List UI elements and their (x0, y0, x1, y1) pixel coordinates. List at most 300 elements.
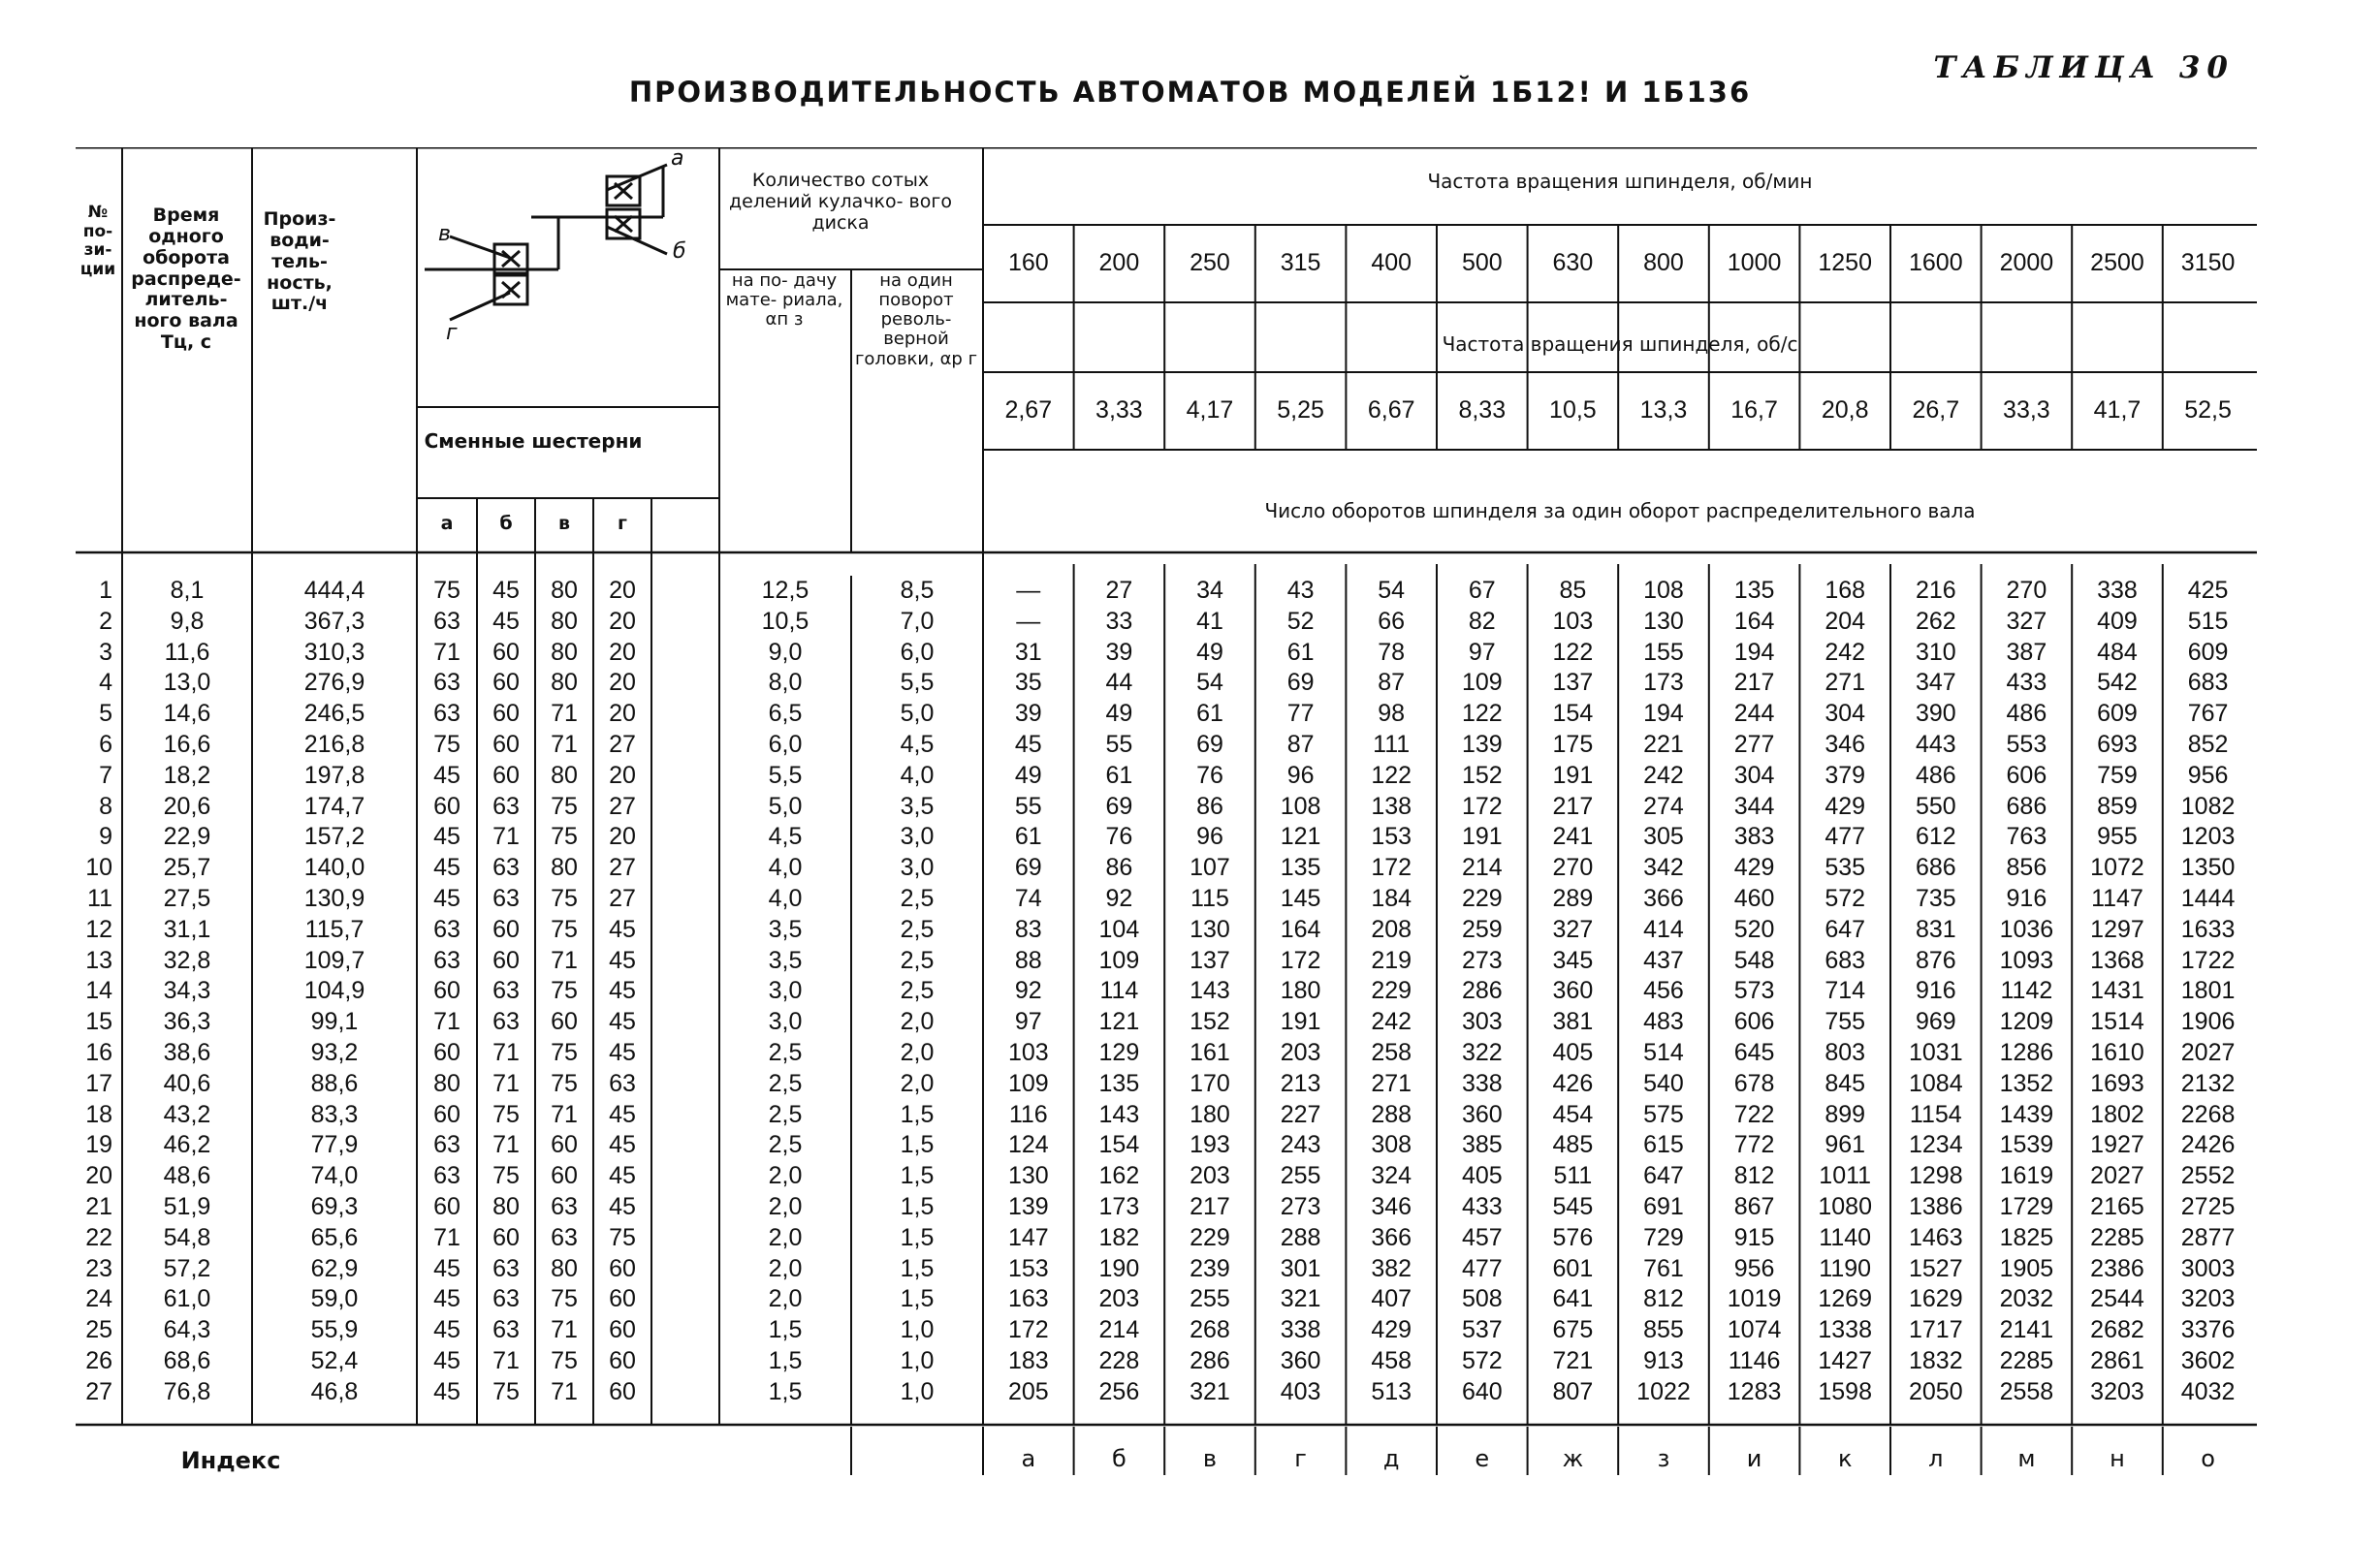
table-cell: 382 (1371, 1254, 1412, 1282)
rpm-value: 200 (1098, 249, 1140, 276)
table-cell: 321 (1280, 1285, 1321, 1313)
table-cell: 39 (1014, 700, 1042, 728)
table-cell: 83,3 (310, 1100, 359, 1128)
table-cell: 2032 (1999, 1285, 2054, 1313)
table-cell: 19 (85, 1131, 112, 1159)
table-cell: 60 (492, 638, 520, 666)
table-cell: 25 (85, 1316, 112, 1344)
table-cell: 60 (609, 1316, 636, 1344)
table-cell: 458 (1371, 1346, 1412, 1374)
table-cell: 45 (609, 1100, 636, 1128)
table-cell: 8,5 (900, 577, 935, 604)
table-cell: 812 (1733, 1162, 1775, 1190)
table-cell: 2,0 (768, 1285, 803, 1313)
table-cell: 1906 (2180, 1008, 2236, 1036)
table-cell: 80 (551, 577, 578, 604)
table-cell: 429 (1733, 854, 1775, 882)
table-cell: 310,3 (303, 638, 365, 666)
table-cell: 683 (2187, 669, 2229, 697)
table-cell: 520 (1733, 915, 1775, 943)
table-cell: 180 (1190, 1100, 1230, 1128)
table-cell: 20 (609, 638, 636, 666)
table-cell: 8 (99, 792, 112, 820)
table-cell: 27 (609, 884, 636, 912)
header-change-gears: Сменные шестерни (424, 429, 643, 453)
table-cell: 75 (551, 1285, 578, 1313)
diagram-label-b: б (673, 239, 686, 264)
table-cell: 217 (1552, 792, 1594, 820)
table-cell: 80 (492, 1192, 520, 1220)
table-cell: 3 (99, 638, 112, 666)
table-cell: 273 (1461, 946, 1503, 974)
table-cell: 172 (1007, 1316, 1049, 1344)
table-cell: 1,0 (900, 1377, 935, 1405)
table-cell: 66 (1378, 607, 1406, 635)
table-cell: 45 (609, 915, 636, 943)
table-cell: 8,1 (170, 577, 205, 604)
table-cell: 1463 (1908, 1223, 1963, 1251)
table-cell: 273 (1280, 1192, 1321, 1220)
table-cell: 242 (1643, 761, 1684, 789)
table-cell: 55 (1014, 792, 1042, 820)
table-cell: 2,5 (900, 977, 935, 1005)
table-cell: 35 (1014, 669, 1042, 697)
table-cell: 143 (1190, 977, 1230, 1005)
table-cell: 242 (1371, 1008, 1412, 1036)
table-cell: 414 (1643, 915, 1684, 943)
table-cell: 322 (1461, 1038, 1503, 1066)
column-speed-315 (1255, 576, 1347, 1408)
table-cell: 456 (1643, 977, 1684, 1005)
table-cell: 2725 (2180, 1192, 2236, 1220)
table-cell: 217 (1190, 1192, 1230, 1220)
table-cell: 87 (1286, 730, 1315, 758)
column-speed-250 (1164, 576, 1255, 1408)
table-cell: 10 (85, 854, 112, 882)
table-cell: 80 (433, 1069, 460, 1097)
table-cell: 184 (1371, 884, 1412, 912)
table-cell: 1,5 (900, 1285, 935, 1313)
table-cell: 1140 (1819, 1223, 1872, 1251)
table-cell: 647 (1643, 1162, 1684, 1190)
table-cell: 761 (1643, 1254, 1684, 1282)
table-cell: 54 (1378, 577, 1406, 604)
table-cell: 154 (1552, 700, 1594, 728)
table-cell: 2,0 (768, 1162, 803, 1190)
table-cell: 80 (551, 1254, 578, 1282)
table-cell: 18,2 (163, 761, 211, 789)
table-cell: 11,6 (164, 638, 210, 666)
table-cell: 24 (85, 1285, 112, 1313)
table-cell: 63 (433, 607, 460, 635)
column-gear-a (417, 576, 477, 1408)
column-speed-500 (1437, 576, 1528, 1408)
rps-value: 6,67 (1367, 396, 1415, 424)
table-cell: 129 (1098, 1038, 1140, 1066)
column-speed-2000 (1982, 576, 2073, 1408)
table-cell: 1142 (2000, 977, 2053, 1005)
table-cell: 191 (1461, 823, 1503, 851)
table-cell: 9 (99, 823, 112, 851)
column-speed-160 (983, 576, 1074, 1408)
index-letter: ж (1562, 1445, 1584, 1472)
table-cell: 515 (2187, 607, 2229, 635)
table-cell: 3,5 (900, 792, 935, 820)
table-cell: 1338 (1818, 1316, 1872, 1344)
table-cell: 2,5 (900, 915, 935, 943)
table-cell: 45 (433, 1285, 460, 1313)
table-cell: 45 (433, 823, 460, 851)
table-cell: 60 (609, 1254, 636, 1282)
table-cell: 271 (1371, 1069, 1412, 1097)
table-cell: 2 (99, 607, 112, 635)
column-feed-divisions (719, 576, 851, 1408)
table-cell: 52,4 (310, 1346, 359, 1374)
table-cell: 130 (1190, 915, 1230, 943)
table-cell: 27,5 (163, 884, 211, 912)
table-cell: 387 (2006, 638, 2047, 666)
table-cell: 956 (1733, 1254, 1775, 1282)
table-cell: 1350 (2180, 854, 2236, 882)
table-cell: 13 (85, 946, 112, 974)
rpm-value: 2000 (1999, 249, 2054, 276)
header-rps: Частота вращения шпинделя, об/с (1442, 332, 1798, 356)
table-cell: 241 (1552, 823, 1594, 851)
table-cell: 288 (1280, 1223, 1321, 1251)
table-cell: 60 (492, 761, 520, 789)
table-cell: 63 (609, 1069, 636, 1097)
table-cell: 2,0 (768, 1223, 803, 1251)
table-cell: 82 (1468, 607, 1496, 635)
table-cell: 405 (1461, 1162, 1503, 1190)
table-cell: 214 (1098, 1316, 1140, 1344)
table-cell: 548 (1733, 946, 1775, 974)
table-cell: 443 (1915, 730, 1956, 758)
table-cell: 76 (1196, 761, 1223, 789)
table-cell: 1080 (1818, 1192, 1872, 1220)
column-speed-3150 (2163, 576, 2254, 1408)
table-cell: 1,5 (768, 1346, 803, 1374)
table-cell: 182 (1098, 1223, 1140, 1251)
table-cell: 270 (1552, 854, 1594, 882)
index-letter: о (2201, 1445, 2215, 1472)
table-cell: 27 (1105, 577, 1133, 604)
table-cell: 77 (1286, 700, 1315, 728)
table-cell: 60 (492, 669, 520, 697)
table-cell: 161 (1190, 1038, 1230, 1066)
table-cell: 3,0 (900, 854, 935, 882)
table-cell: 855 (1643, 1316, 1684, 1344)
table-cell: 45 (609, 1008, 636, 1036)
table-cell: 407 (1371, 1285, 1412, 1313)
index-letter: в (1202, 1445, 1218, 1472)
table-cell: 721 (1552, 1346, 1594, 1374)
table-cell: — (1016, 607, 1041, 635)
table-cell: 170 (1190, 1069, 1230, 1097)
rpm-value: 630 (1552, 249, 1594, 276)
table-cell: 3203 (2090, 1377, 2144, 1405)
table-cell: 425 (2187, 577, 2229, 604)
table-cell: 3,0 (768, 977, 803, 1005)
table-cell: 108 (1280, 792, 1321, 820)
table-cell: 246,5 (303, 700, 365, 728)
table-cell: 20,6 (163, 792, 211, 820)
table-cell: 308 (1371, 1131, 1412, 1159)
column-speed-630 (1528, 576, 1619, 1408)
table-cell: 913 (1643, 1346, 1684, 1374)
table-cell: 1722 (2180, 946, 2236, 974)
table-cell: 338 (1461, 1069, 1503, 1097)
table-cell: 4,5 (900, 730, 935, 758)
table-cell: 191 (1280, 1008, 1321, 1036)
table-cell: 27 (609, 730, 636, 758)
table-cell: 486 (2006, 700, 2047, 728)
table-cell: 75 (551, 977, 578, 1005)
table-cell: 190 (1098, 1254, 1140, 1282)
table-cell: 44 (1105, 669, 1133, 697)
table-cell: 405 (1552, 1038, 1594, 1066)
table-cell: 221 (1643, 730, 1684, 758)
table-cell: 18 (85, 1100, 112, 1128)
column-speed-1250 (1799, 576, 1890, 1408)
table-cell: 92 (1014, 977, 1042, 1005)
table-cell: 606 (2006, 761, 2047, 789)
table-cell: 205 (1007, 1377, 1049, 1405)
table-cell: 3203 (2180, 1285, 2236, 1313)
table-cell: 3,5 (768, 915, 803, 943)
index-letter: г (1294, 1445, 1307, 1472)
table-cell: 1,5 (900, 1223, 935, 1251)
table-cell: 63 (492, 884, 520, 912)
table-cell: 321 (1190, 1377, 1230, 1405)
table-cell: 346 (1825, 730, 1866, 758)
index-letter: б (1111, 1445, 1127, 1472)
table-cell: 5 (99, 700, 112, 728)
table-cell: 2,0 (768, 1192, 803, 1220)
table-cell: 217 (1733, 669, 1775, 697)
table-cell: 2,5 (900, 946, 935, 974)
table-cell: 108 (1643, 577, 1684, 604)
table-cell: 1633 (2180, 915, 2236, 943)
rps-value: 5,25 (1277, 396, 1324, 424)
table-cell: 722 (1733, 1100, 1775, 1128)
table-cell: 153 (1007, 1254, 1049, 1282)
table-cell: 38,6 (163, 1038, 211, 1066)
table-cell: 1717 (1908, 1316, 1963, 1344)
table-cell: 1,5 (900, 1162, 935, 1190)
header-feed-divisions: на по- дачу мате- риала, αп з (725, 270, 843, 330)
table-cell: 1297 (2090, 915, 2144, 943)
table-cell: 4,5 (768, 823, 803, 851)
table-cell: 65,6 (310, 1223, 359, 1251)
table-cell: 1093 (1999, 946, 2054, 974)
index-letter: д (1382, 1445, 1400, 1472)
header-rpm: Частота вращения шпинделя, об/мин (1427, 170, 1813, 193)
table-cell: 390 (1915, 700, 1956, 728)
table-cell: 20 (609, 669, 636, 697)
table-cell: 573 (1733, 977, 1775, 1005)
table-cell: 61,0 (163, 1285, 211, 1313)
table-cell: 63 (492, 977, 520, 1005)
table-cell: 1539 (1999, 1131, 2054, 1159)
table-cell: 2,5 (768, 1038, 803, 1066)
table-cell: 71 (551, 1100, 578, 1128)
table-cell: 259 (1461, 915, 1503, 943)
table-cell: 103 (1552, 607, 1594, 635)
table-cell: 60 (492, 730, 520, 758)
table-cell: 214 (1461, 854, 1503, 882)
table-cell: 63 (492, 854, 520, 882)
table-cell: 135 (1733, 577, 1775, 604)
table-cell: 67 (1468, 577, 1496, 604)
table-cell: 304 (1825, 700, 1866, 728)
header-productivity: Произ- води- тель- ность, шт./ч (263, 208, 336, 315)
table-cell: 403 (1280, 1377, 1321, 1405)
table-cell: 88 (1014, 946, 1042, 974)
table-cell: 514 (1643, 1038, 1684, 1066)
table-cell: 116 (1008, 1100, 1048, 1128)
column-speed-800 (1618, 576, 1709, 1408)
column-speed-1600 (1890, 576, 1982, 1408)
table-cell: 6,0 (768, 730, 803, 758)
table-cell: 615 (1643, 1131, 1684, 1159)
table-cell: 86 (1105, 854, 1133, 882)
table-cell: 9,8 (170, 607, 205, 635)
table-cell: 1693 (2090, 1069, 2144, 1097)
table-cell: 1147 (2091, 884, 2143, 912)
table-cell: 27 (609, 792, 636, 820)
table-label: ТАБЛИЦА 30 (1933, 50, 2235, 85)
table-cell: 3,5 (768, 946, 803, 974)
table-cell: 153 (1371, 823, 1412, 851)
table-cell: 23 (85, 1254, 112, 1282)
table-cell: 324 (1371, 1162, 1412, 1190)
header-revs-per-cycle: Число оборотов шпинделя за один оборот распределительного вала (1264, 499, 1976, 522)
table-cell: 683 (1825, 946, 1866, 974)
table-cell: 867 (1733, 1192, 1775, 1220)
table-cell: 172 (1461, 792, 1503, 820)
table-cell: 60 (492, 700, 520, 728)
table-cell: 2,0 (900, 1069, 935, 1097)
table-cell: 955 (2097, 823, 2138, 851)
table-cell: 2861 (2090, 1346, 2144, 1374)
table-cell: 729 (1643, 1223, 1684, 1251)
table-cell: 40,6 (163, 1069, 211, 1097)
header-time: Время одного оборота распреде- литель- ного вала Тц, с (131, 205, 241, 354)
table-cell: 542 (2097, 669, 2138, 697)
table-cell: 115,7 (304, 915, 365, 943)
table-cell: 2386 (2090, 1254, 2144, 1282)
table-cell: 244 (1733, 700, 1775, 728)
table-cell: 75 (492, 1100, 520, 1128)
table-cell: 60 (433, 1038, 460, 1066)
table-cell: 172 (1371, 854, 1412, 882)
table-cell: 63 (433, 700, 460, 728)
table-cell: 45 (609, 946, 636, 974)
table-cell: 1802 (2090, 1100, 2144, 1128)
table-cell: 675 (1552, 1316, 1594, 1344)
table-cell: 876 (1915, 946, 1956, 974)
table-cell: 60 (609, 1285, 636, 1313)
table-cell: 2050 (1908, 1377, 1963, 1405)
table-cell: 75 (551, 823, 578, 851)
table-cell: 32,8 (163, 946, 211, 974)
table-cell: 856 (2006, 854, 2047, 882)
table-cell: 346 (1371, 1192, 1412, 1220)
table-cell: 360 (1461, 1100, 1503, 1128)
table-cell: 204 (1825, 607, 1866, 635)
table-cell: 71 (551, 1377, 578, 1405)
table-cell: 16,6 (163, 730, 211, 758)
table-cell: 1444 (2180, 884, 2236, 912)
table-cell: 2558 (1999, 1377, 2054, 1405)
index-letter: м (2017, 1445, 2036, 1472)
table-cell: 194 (1643, 700, 1684, 728)
table-cell: 1,0 (900, 1316, 935, 1344)
table-cell: 3602 (2180, 1346, 2236, 1374)
table-cell: 9,0 (768, 638, 803, 666)
table-cell: 1154 (1909, 1100, 1962, 1128)
table-cell: 197,8 (303, 761, 365, 789)
table-cell: 714 (1825, 977, 1866, 1005)
table-cell: 2268 (2180, 1100, 2236, 1128)
table-cell: 4032 (2180, 1377, 2236, 1405)
table-cell: 288 (1371, 1100, 1412, 1128)
table-cell: 46,2 (163, 1131, 211, 1159)
table-cell: 1072 (2090, 854, 2144, 882)
table-cell: 80 (551, 854, 578, 882)
table-cell: 20 (609, 823, 636, 851)
rps-value: 3,33 (1095, 396, 1143, 424)
table-cell: 71 (551, 1316, 578, 1344)
table-cell: 2165 (2090, 1192, 2144, 1220)
table-cell: 956 (2187, 761, 2229, 789)
table-cell: 115 (1190, 884, 1229, 912)
table-cell: 14,6 (163, 700, 211, 728)
table-cell: 76,8 (163, 1377, 211, 1405)
table-cell: 274 (1643, 792, 1684, 820)
table-cell: 485 (1552, 1131, 1594, 1159)
table-cell: 645 (1733, 1038, 1775, 1066)
table-cell: 57,2 (163, 1254, 211, 1282)
table-cell: 227 (1280, 1100, 1321, 1128)
index-letter: н (2110, 1445, 2125, 1472)
table-cell: 25,7 (163, 854, 211, 882)
table-cell: 139 (1461, 730, 1503, 758)
table-cell: 1386 (1908, 1192, 1963, 1220)
table-cell: 75 (492, 1162, 520, 1190)
rps-value: 10,5 (1549, 396, 1597, 424)
table-cell: 219 (1371, 946, 1412, 974)
table-cell: 60 (551, 1162, 578, 1190)
table-cell: 772 (1733, 1131, 1775, 1159)
table-cell: 460 (1733, 884, 1775, 912)
table-cell: 98 (1378, 700, 1406, 728)
table-cell: 6 (99, 730, 112, 758)
table-cell: 575 (1643, 1100, 1684, 1128)
table-cell: 1629 (1908, 1285, 1963, 1313)
table-cell: 14 (85, 977, 112, 1005)
table-cell: 164 (1733, 607, 1775, 635)
table-cell: 175 (1552, 730, 1594, 758)
table-cell: 34,3 (163, 977, 211, 1005)
table-cell: 338 (1280, 1316, 1321, 1344)
table-cell: 109 (1007, 1069, 1049, 1097)
table-cell: 61 (1196, 700, 1223, 728)
table-cell: 45 (433, 854, 460, 882)
table-cell: 60 (609, 1346, 636, 1374)
table-cell: 609 (2187, 638, 2229, 666)
